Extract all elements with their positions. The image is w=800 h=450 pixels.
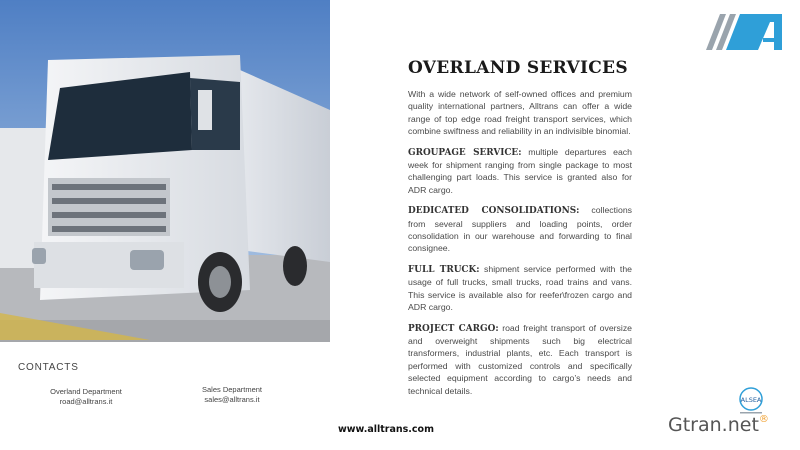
service-item-full-truck bbox=[408, 263, 632, 314]
service-label: DEDICATED CONSOLIDATIONS: bbox=[408, 206, 580, 217]
service-item-project-cargo bbox=[408, 322, 632, 397]
alsea-badge bbox=[734, 386, 768, 416]
service-text: multiple departures each week for shipment ranging from single package to most challenging part loads. This service is granted also for ADR cargo. bbox=[408, 146, 632, 195]
service-text: shipment service performed with the usage of full trucks, small trucks, road trains and vans. This service is available also for reefer\frozen cargo and ADR cargo. bbox=[408, 263, 632, 313]
truck-photo bbox=[0, 0, 330, 342]
registered-icon: ® bbox=[758, 414, 769, 425]
services-content bbox=[408, 58, 632, 405]
intro-paragraph: With a wide network of self-owned offices and premium quality international partners, Alltrans can offer a wide range of top edge road freight transport services, which combine swiftness and reliability in an indivisible binomial. bbox=[408, 89, 632, 137]
service-label: PROJECT CARGO: bbox=[408, 323, 499, 334]
alltrans-logo bbox=[706, 14, 782, 50]
alsea-label: ALSEA bbox=[740, 396, 762, 404]
contact-email-link[interactable]: sales@alltrans.it bbox=[204, 395, 260, 404]
contact-sales bbox=[182, 385, 282, 405]
service-item-consolidations bbox=[408, 204, 632, 255]
service-text: road freight transport of oversize and overweight shipments such big electrical transformers, industrial plants, etc. Each transport is performed with customized controls and specifically selected equipment according to cargo’s needs and technical details. bbox=[408, 322, 632, 396]
service-label: FULL TRUCK: bbox=[408, 264, 480, 275]
service-label: GROUPAGE SERVICE: bbox=[408, 147, 522, 158]
contact-name: Sales Department bbox=[201, 385, 263, 394]
contact-overland bbox=[36, 387, 136, 407]
watermark-text: Gtran.net bbox=[668, 414, 759, 436]
service-text: collections from several suppliers and loading points, order consolidation in our warehouse and forwarding to final consignee. bbox=[408, 205, 632, 254]
contact-email-link[interactable]: road@alltrans.it bbox=[59, 397, 113, 406]
contact-name: Overland Department bbox=[50, 387, 122, 396]
contacts-heading: CONTACTS bbox=[18, 362, 79, 373]
website-link[interactable]: www.alltrans.com bbox=[338, 424, 434, 435]
gtran-watermark bbox=[668, 414, 769, 436]
page-title: OVERLAND SERVICES bbox=[408, 58, 628, 78]
service-item-groupage bbox=[408, 146, 632, 197]
